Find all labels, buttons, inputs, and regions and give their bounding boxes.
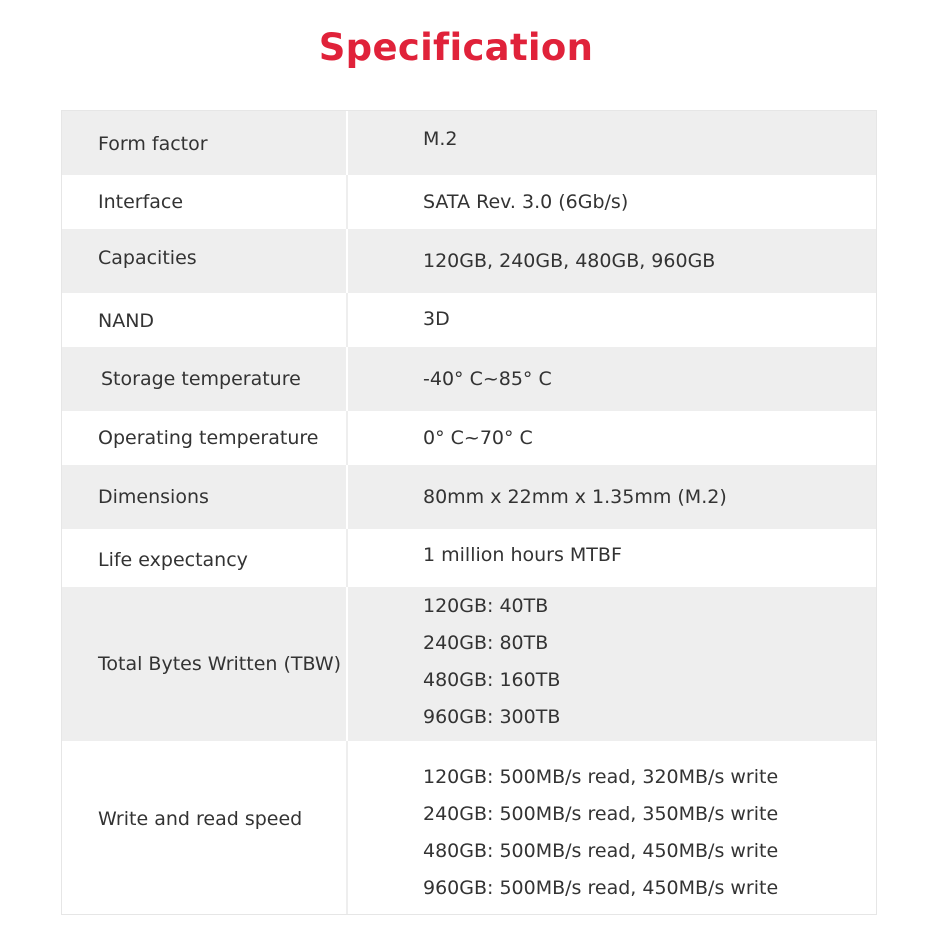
spec-value: 0° C~70° C (423, 427, 533, 449)
spec-row-nand (62, 293, 876, 347)
spec-value-line: 480GB: 160TB (423, 669, 561, 691)
column-divider (346, 293, 348, 347)
column-divider (346, 229, 348, 293)
spec-value: SATA Rev. 3.0 (6Gb/s) (423, 191, 629, 213)
spec-value-list (423, 588, 560, 736)
column-divider (346, 411, 348, 465)
page-title: Specification (318, 26, 594, 69)
spec-row-write-read-speed (62, 741, 876, 914)
spec-row-form-factor (62, 111, 876, 175)
spec-value-line: 960GB: 500MB/s read, 450MB/s write (423, 877, 779, 899)
spec-value-line: 480GB: 500MB/s read, 450MB/s write (423, 840, 779, 862)
spec-row-storage-temperature (62, 347, 876, 411)
spec-label: Capacities (98, 247, 197, 270)
column-divider (346, 175, 348, 229)
spec-row-interface (62, 175, 876, 229)
spec-value: M.2 (423, 128, 458, 151)
spec-row-capacities (62, 229, 876, 293)
spec-table (61, 110, 877, 915)
spec-label: Write and read speed (98, 807, 303, 830)
spec-label: Operating temperature (98, 427, 319, 449)
column-divider (346, 587, 348, 741)
spec-label: NAND (98, 310, 155, 333)
spec-label: Total Bytes Written (TBW) (98, 653, 342, 675)
spec-value: 3D (423, 307, 450, 330)
spec-value-list (423, 759, 778, 907)
column-divider (346, 111, 348, 175)
spec-value: 1 million hours MTBF (423, 543, 622, 566)
spec-value-line: 120GB: 40TB (423, 595, 549, 617)
spec-value-line: 960GB: 300TB (423, 706, 561, 728)
spec-label: Storage temperature (101, 368, 301, 390)
spec-value-line: 240GB: 500MB/s read, 350MB/s write (423, 803, 779, 825)
spec-row-operating-temperature (62, 411, 876, 465)
spec-value-line: 120GB: 500MB/s read, 320MB/s write (423, 766, 779, 788)
spec-value: 120GB, 240GB, 480GB, 960GB (423, 250, 716, 272)
spec-label: Dimensions (98, 486, 209, 508)
spec-label: Interface (98, 191, 184, 213)
spec-row-total-bytes-written (62, 587, 876, 741)
spec-row-dimensions (62, 465, 876, 529)
spec-value-line: 240GB: 80TB (423, 632, 549, 654)
spec-label: Form factor (98, 133, 208, 156)
column-divider (346, 347, 348, 411)
spec-value: -40° C~85° C (423, 368, 552, 390)
column-divider (346, 741, 348, 914)
column-divider (346, 465, 348, 529)
spec-value: 80mm x 22mm x 1.35mm (M.2) (423, 486, 727, 508)
column-divider (346, 529, 348, 587)
spec-row-life-expectancy (62, 529, 876, 587)
spec-label: Life expectancy (98, 549, 248, 572)
